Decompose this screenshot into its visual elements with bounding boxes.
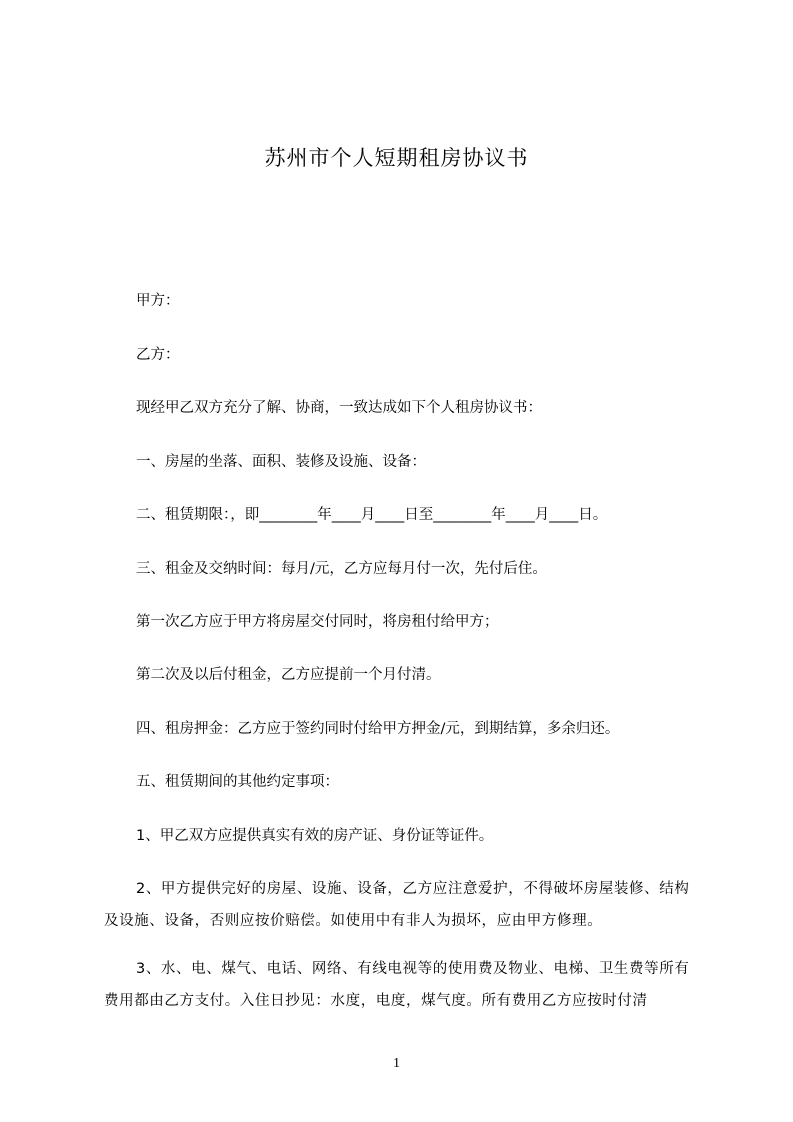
clause-1: 一、房屋的坐落、面积、装修及设施、设备： (136, 454, 426, 470)
page-number: 1 (393, 1056, 400, 1071)
party-a-line: 甲方： (136, 293, 180, 309)
clause-4: 四、租房押金：乙方应于签约同时付给甲方押金/元，到期结算，多余归还。 (136, 721, 620, 737)
clause-5: 五、租赁期间的其他约定事项： (136, 774, 339, 790)
intro-paragraph: 现经甲乙双方充分了解、协商，一致达成如下个人租房协议书： (136, 400, 542, 416)
clause-3-first-payment: 第一次乙方应于甲方将房屋交付同时，将房租付给甲方； (136, 614, 499, 630)
clause-3: 三、租金及交纳时间：每月/元，乙方应每月付一次，先付后住。 (136, 561, 547, 577)
document-title: 苏州市个人短期租房协议书 (264, 146, 529, 170)
clause-5-item-1: 1、甲乙双方应提供真实有效的房产证、身份证等证件。 (136, 828, 494, 844)
clause-5-item-2: 2、甲方提供完好的房屋、设施、设备，乙方应注意爱护，不得破坏房屋装修、结构及设施、设备，否则应按价赔偿。如使用中有非人为损坏，应由甲方修理。 (104, 881, 690, 929)
clause-2: 二、租赁期限：，即________年____月____日至________年____月____日。 (136, 507, 608, 523)
clause-3-second-payment: 第二次及以后付租金，乙方应提前一个月付清。 (136, 667, 441, 683)
clause-5-item-3: 3、水、电、煤气、电话、网络、有线电视等的使用费及物业、电梯、卫生费等所有费用都由乙方支付。入住日抄见：水度，电度，煤气度。所有费用乙方应按时付清 (104, 961, 690, 1009)
party-b-line: 乙方： (136, 347, 180, 363)
